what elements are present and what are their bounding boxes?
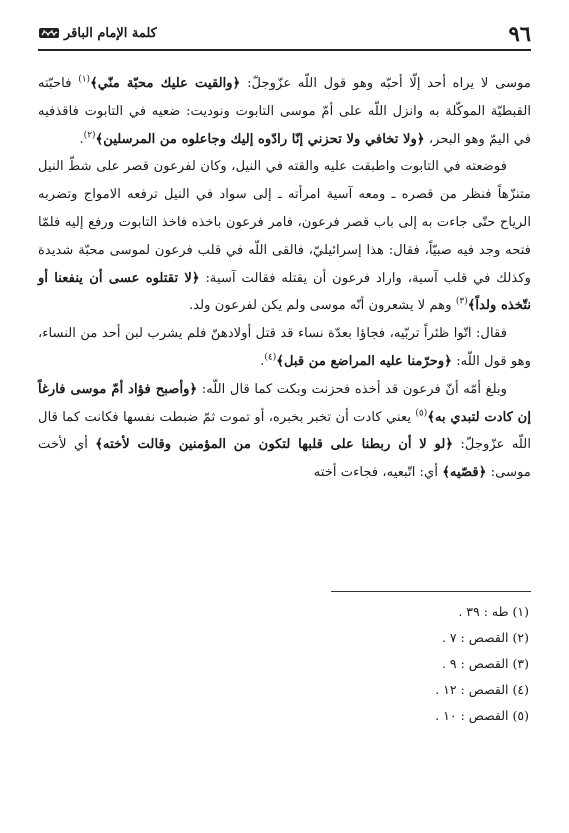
main-text [38, 70, 531, 487]
page-header [38, 20, 531, 46]
paragraph [38, 70, 531, 153]
footnote-ref: (٥) [415, 408, 428, 419]
footnote-ref: (٢) [83, 130, 96, 141]
running-title [38, 26, 157, 41]
body-text: فاحبّته القبطيّة الموكّلة به وانزل اللّه على أمّ موسى التابوت ونوديت: ضعيه في التابوت فاقذفيه في اليمّ وهو البحر، [38, 76, 531, 147]
body-text: . [79, 131, 84, 147]
quran-quote: ﴿لا تقتلوه عسى أن ينفعنا أو نتّخذه ولداً﴾ [38, 270, 531, 314]
body-text: أي: اتّبعيه، فجاءت أخته [313, 465, 443, 481]
footnote-item: (١) طه : ٣٩ . [458, 604, 529, 619]
calligraphic-honorific-icon [38, 26, 60, 40]
header-rule [38, 49, 531, 51]
paragraph [38, 153, 531, 320]
paragraph [38, 320, 531, 376]
footnote-ref: (٤) [264, 352, 277, 363]
footnote-item: (٢) القصص : ٧ . [441, 630, 529, 645]
footnote-item: (٤) القصص : ١٢ . [435, 682, 529, 697]
body-text: أي لأخت موسى: [38, 437, 531, 481]
footnote-item: (٣) القصص : ٩ . [441, 656, 529, 671]
running-title-text: كلمة الإمام الباقر [64, 25, 157, 41]
quran-quote: ﴿لو لا أن ربطنا على قلبها لتكون من المؤمنين وقالت لأخته﴾ [95, 437, 454, 453]
quran-quote: ﴿وحرّمنا عليه المراضع من قبل﴾ [276, 353, 453, 369]
body-text: فقال: اتّوا ظئراً تربّيه، فجاؤا بعدّة نساء قد قتل أولادهنّ فلم يشرب لبن أحد من النساء، وهو قول اللّه: [38, 326, 531, 369]
quran-quote: ﴿ولا تخافي ولا تحزني إنّا رادّوه إليك وجاعلوه من المرسلين﴾ [95, 131, 425, 147]
quran-quote: ﴿والقيت عليك محبّة منّي﴾ [90, 76, 241, 91]
footnote-separator [331, 591, 531, 592]
footnote-item: (٥) القصص : ١٠ . [435, 708, 529, 723]
body-text: وبلغ أمّه أنّ فرعون قد أخذه فحزنت وبكت كما قال اللّه: [197, 381, 507, 397]
page-number: ٩٦ [508, 20, 531, 46]
footnote-ref: (٣) [455, 296, 468, 307]
body-text: موسى لا يراه أحد إلّا أحبّه وهو قول اللّه عزّوجلّ: [240, 76, 531, 91]
quran-quote: ﴿قصّيه﴾ [442, 465, 487, 481]
body-text: . [260, 353, 265, 369]
paragraph [38, 376, 531, 487]
footnotes [269, 599, 529, 729]
body-text: وهم لا يشعرون أنّه موسى ولم يكن لفرعون ولد. [189, 298, 456, 314]
footnote-ref: (١) [78, 74, 91, 85]
quran-quote: ﴿وأصبح فؤاد أمّ موسى فارغاً إن كادت لتبدي به﴾ [38, 381, 531, 425]
body-text: يعني كادت أن تخبر بخبره، أو تموت ثمّ ضبطت نفسها فكانت كما قال اللّه عزّوجلّ: [38, 409, 531, 453]
body-text: فوضعته في التابوت واطبقت عليه والقته في النيل، وكان لفرعون قصر على شطّ النيل متنزّهاً فنظر من قصره ـ ومعه آسية امرأته ـ إلى سواد في النيل ترفعه الامواج وتضربه الرياح حتّى جاءت به إلى باب قصر فرعون، فامر فرعون باخذه فاخذ التابوت ورفع إليه فلمّا فتحه وجد فيه صبيّاً، فقال: هذا إسرائيليّ، فالقى اللّه في قلب فرعون لموسى محبّة شديدة وكذلك في قلب آسية، واراد فرعون أن يقتله فقالت آسية: [38, 159, 531, 286]
